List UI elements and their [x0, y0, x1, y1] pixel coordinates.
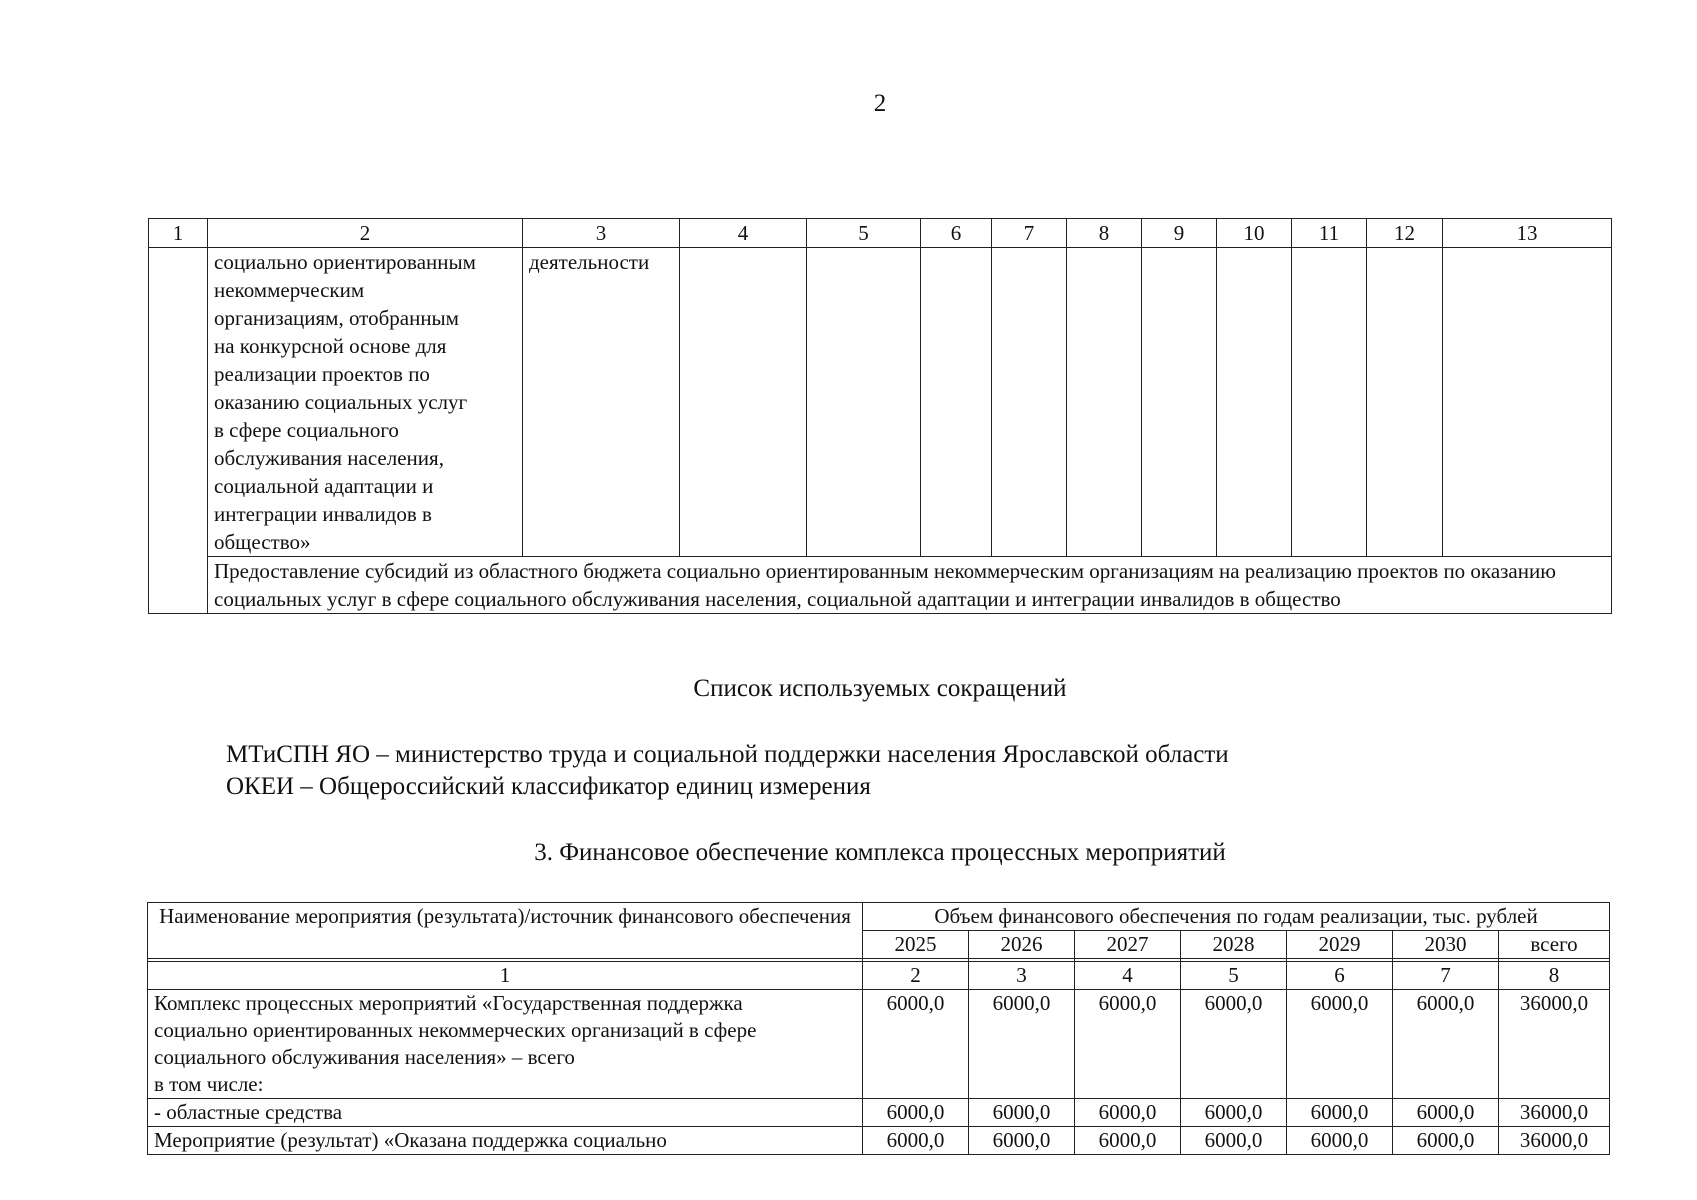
total-cell: 36000,0	[1499, 1099, 1610, 1127]
year-header: 2026	[969, 931, 1075, 959]
column-number: 3	[523, 219, 680, 248]
value-cell: 6000,0	[969, 990, 1075, 1099]
table-row	[148, 990, 1610, 1099]
empty-cell	[1292, 248, 1367, 557]
empty-cell	[1367, 248, 1443, 557]
column-number: 13	[1443, 219, 1612, 248]
empty-cell	[921, 248, 992, 557]
empty-cell	[1067, 248, 1142, 557]
column-number: 3	[969, 962, 1075, 990]
column-number: 1	[148, 962, 863, 990]
measures-table	[148, 218, 1612, 614]
column-number: 8	[1499, 962, 1610, 990]
year-header: 2028	[1181, 931, 1287, 959]
section-title: 3. Финансовое обеспечение комплекса процессных мероприятий	[534, 839, 1226, 866]
column-number: 8	[1067, 219, 1142, 248]
column-number: 6	[1287, 962, 1393, 990]
column-number: 4	[1075, 962, 1181, 990]
column-number: 2	[208, 219, 523, 248]
value-cell: 6000,0	[1287, 1127, 1393, 1155]
column-number: 11	[1292, 219, 1367, 248]
empty-cell	[1142, 248, 1217, 557]
empty-cell	[1217, 248, 1292, 557]
column-number: 4	[680, 219, 807, 248]
row-name: Комплекс процессных мероприятий «Государственная поддержка социально ориентированных некоммерческих организаций в сфере социального обслуживания населения» – всего в том числе:	[148, 990, 863, 1099]
name-header: Наименование мероприятия (результата)/источник финансового обеспечения	[148, 903, 863, 959]
column-number: 9	[1142, 219, 1217, 248]
column-number: 1	[149, 219, 208, 248]
abbreviations-title: Список используемых сокращений	[693, 675, 1067, 702]
value-cell: 6000,0	[863, 1099, 969, 1127]
row-name: - областные средства	[148, 1099, 863, 1127]
table-row	[148, 1099, 1610, 1127]
value-cell: 6000,0	[1287, 1099, 1393, 1127]
value-cell: 6000,0	[1181, 1127, 1287, 1155]
value-cell: 6000,0	[1393, 990, 1499, 1099]
column-number: 5	[1181, 962, 1287, 990]
table-row	[149, 248, 1612, 557]
value-cell: 6000,0	[969, 1127, 1075, 1155]
column-number: 5	[807, 219, 921, 248]
measure-name-cell: социально ориентированным некоммерческим организациям, отобранным на конкурсной основе для реализации проектов по оказанию социальных услуг в сфере социального обслуживания населения, социальной адаптации и интеграции инвалидов в общество»	[208, 248, 523, 557]
column-number: 7	[1393, 962, 1499, 990]
year-header: 2029	[1287, 931, 1393, 959]
empty-cell	[992, 248, 1067, 557]
total-cell: 36000,0	[1499, 990, 1610, 1099]
column-number: 12	[1367, 219, 1443, 248]
total-header: всего	[1499, 931, 1610, 959]
table-header-row	[148, 903, 1610, 931]
column-number: 6	[921, 219, 992, 248]
value-cell: 6000,0	[863, 990, 969, 1099]
measure-description-cell: Предоставление субсидий из областного бюджета социально ориентированным некоммерческим организациям на реализацию проектов по оказанию социальных услуг в сфере социального обслуживания населения, социальной адаптации и интеграции инвалидов в общество	[208, 557, 1612, 614]
column-number: 10	[1217, 219, 1292, 248]
table-row	[148, 1127, 1610, 1155]
value-cell: 6000,0	[1393, 1099, 1499, 1127]
column-numbers-row	[148, 962, 1610, 990]
empty-cell	[149, 248, 208, 614]
empty-cell	[807, 248, 921, 557]
measure-type-cell: деятельности	[523, 248, 680, 557]
year-header: 2030	[1393, 931, 1499, 959]
volume-header: Объем финансового обеспечения по годам реализации, тыс. рублей	[863, 903, 1610, 931]
value-cell: 6000,0	[1075, 1099, 1181, 1127]
value-cell: 6000,0	[863, 1127, 969, 1155]
total-cell: 36000,0	[1499, 1127, 1610, 1155]
value-cell: 6000,0	[1287, 990, 1393, 1099]
row-name: Мероприятие (результат) «Оказана поддержка социально	[148, 1127, 863, 1155]
value-cell: 6000,0	[1181, 1099, 1287, 1127]
value-cell: 6000,0	[1181, 990, 1287, 1099]
year-header: 2025	[863, 931, 969, 959]
year-header: 2027	[1075, 931, 1181, 959]
abbreviation-item: МТиСПН ЯО – министерство труда и социальной поддержки населения Ярославской области	[226, 741, 1229, 768]
abbreviation-item: ОКЕИ – Общероссийский классификатор единиц измерения	[226, 773, 871, 800]
empty-cell	[1443, 248, 1612, 557]
column-number: 2	[863, 962, 969, 990]
value-cell: 6000,0	[1393, 1127, 1499, 1155]
empty-cell	[680, 248, 807, 557]
column-number: 7	[992, 219, 1067, 248]
table-row	[149, 557, 1612, 614]
table-header-row	[149, 219, 1612, 248]
value-cell: 6000,0	[1075, 1127, 1181, 1155]
value-cell: 6000,0	[1075, 990, 1181, 1099]
financing-table	[147, 902, 1610, 1155]
value-cell: 6000,0	[969, 1099, 1075, 1127]
page-number: 2	[873, 90, 887, 117]
